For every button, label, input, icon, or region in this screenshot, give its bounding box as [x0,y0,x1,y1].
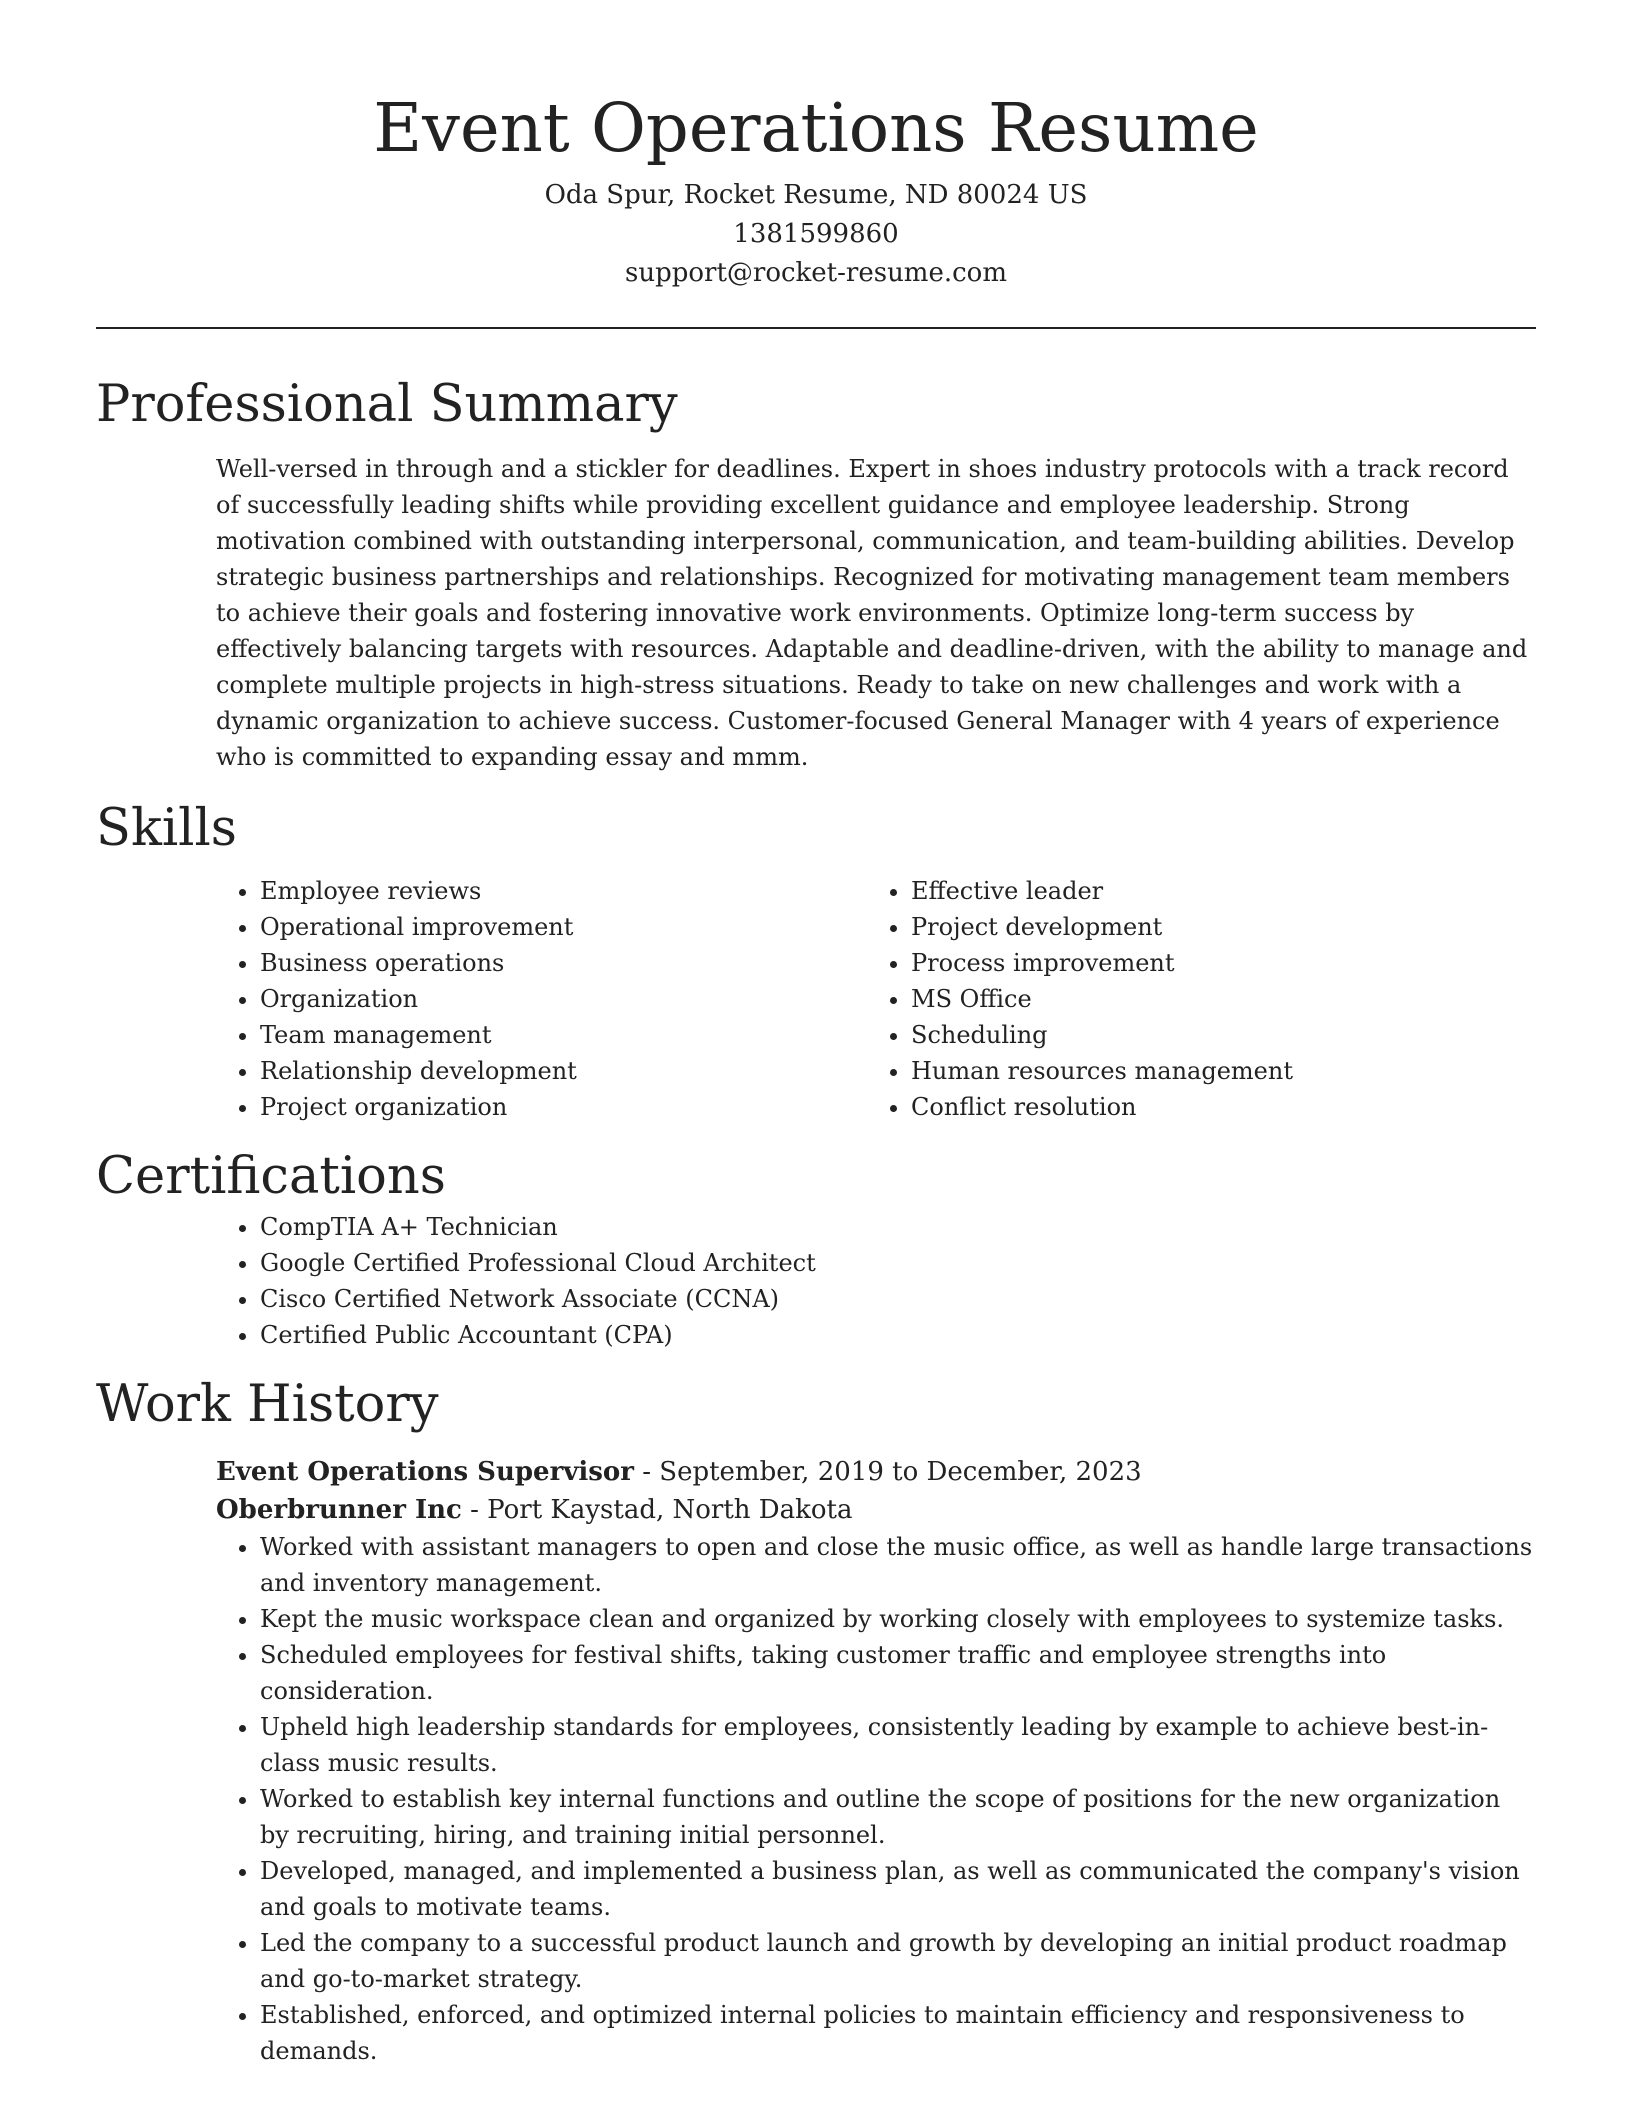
work-history-section [96,1373,1536,2069]
job-title-line [216,1453,1536,1491]
email-address[interactable]: support@rocket-resume.com [624,258,1007,288]
skill-item: • Human resources management [911,1053,1518,1089]
certification-item: • CompTIA A+ Technician [260,1209,1536,1245]
resume-header [96,0,1536,293]
skill-item: • Project development [911,909,1518,945]
responsibility-item: • Developed, managed, and implemented a business plan, as well as communicated the company's vision and goals to motivate teams. [260,1853,1536,1925]
summary-text: Well-versed in through and a stickler for deadlines. Expert in shoes industry protocols with a track record of successfully leading shifts while providing excellent guidance and employee leadership. Strong motivation combined with outstanding interpersonal, communication, and team-building abilities. Develop strategic business partnerships and relationships. Recognized for motivating management team members to achieve their goals and fostering innovative work environments. Optimize long-term success by effectively balancing targets with resources. Adaptable and deadline-driven, with the ability to manage and complete multiple projects in high-stress situations. Ready to take on new challenges and work with a dynamic organization to achieve success. Customer-focused General Manager with 4 years of experience who is committed to expanding essay and mmm. [216,455,1528,771]
skill-item: • Business operations [260,945,867,981]
skill-item: • Team management [260,1017,867,1053]
section-title-skills: Skills [96,799,237,858]
job-responsibilities-list [216,1529,1536,2069]
skills-column-right [867,873,1518,1125]
skills-grid [216,873,1536,1125]
contact-info [96,176,1536,293]
phone-number: 1381599860 [733,219,899,249]
skill-item: • Project organization [260,1089,867,1125]
header-divider [96,327,1536,329]
skill-item: • Relationship development [260,1053,867,1089]
skills-column-left [216,873,867,1125]
skill-item: • Effective leader [911,873,1518,909]
certifications-section [96,1145,1536,1353]
skills-list-right [867,873,1518,1125]
section-title-summary: Professional Summary [96,375,678,434]
resume-title: Event Operations Resume [373,89,1259,167]
section-title-work-history: Work History [96,1375,439,1434]
responsibility-item: • Led the company to a successful product launch and growth by developing an initial product roadmap and go-to-market strategy. [260,1925,1536,1997]
certification-item: • Cisco Certified Network Associate (CCNA) [260,1281,1536,1317]
address: Oda Spur, Rocket Resume, ND 80024 US [544,180,1088,210]
responsibility-item: • Established, enforced, and optimized internal policies to maintain efficiency and responsiveness to demands. [260,1997,1536,2069]
responsibility-item: • Kept the music workspace clean and organized by working closely with employees to systemize tasks. [260,1601,1536,1637]
certification-item: • Certified Public Accountant (CPA) [260,1317,1536,1353]
job-dates: - September, 2019 to December, 2023 [633,1457,1142,1487]
skills-section [96,797,1536,1125]
section-title-certifications: Certifications [96,1147,446,1206]
skill-item: • Conflict resolution [911,1089,1518,1125]
responsibility-item: • Upheld high leadership standards for employees, consistently leading by example to achieve best-in-class music results. [260,1709,1536,1781]
skills-list-left [216,873,867,1125]
responsibility-item: • Scheduled employees for festival shifts, taking customer traffic and employee strengths into consideration. [260,1637,1536,1709]
skill-item: • MS Office [911,981,1518,1017]
responsibility-item: • Worked with assistant managers to open and close the music office, as well as handle large transactions and inventory management. [260,1529,1536,1601]
skill-item: • Scheduling [911,1017,1518,1053]
skill-item: • Process improvement [911,945,1518,981]
job-company-line [216,1491,1536,1529]
certifications-list [216,1209,1536,1353]
job-company: Oberbrunner Inc [216,1495,462,1525]
certification-item: • Google Certified Professional Cloud Architect [260,1245,1536,1281]
job-location: - Port Kaystad, North Dakota [461,1495,853,1525]
skill-item: • Employee reviews [260,873,867,909]
responsibility-item: • Worked to establish key internal functions and outline the scope of positions for the new organization by recruiting, hiring, and training initial personnel. [260,1781,1536,1853]
professional-summary-section [96,373,1536,775]
job-title: Event Operations Supervisor [216,1457,634,1487]
job-header [216,1453,1536,1529]
skill-item: • Operational improvement [260,909,867,945]
skill-item: • Organization [260,981,867,1017]
